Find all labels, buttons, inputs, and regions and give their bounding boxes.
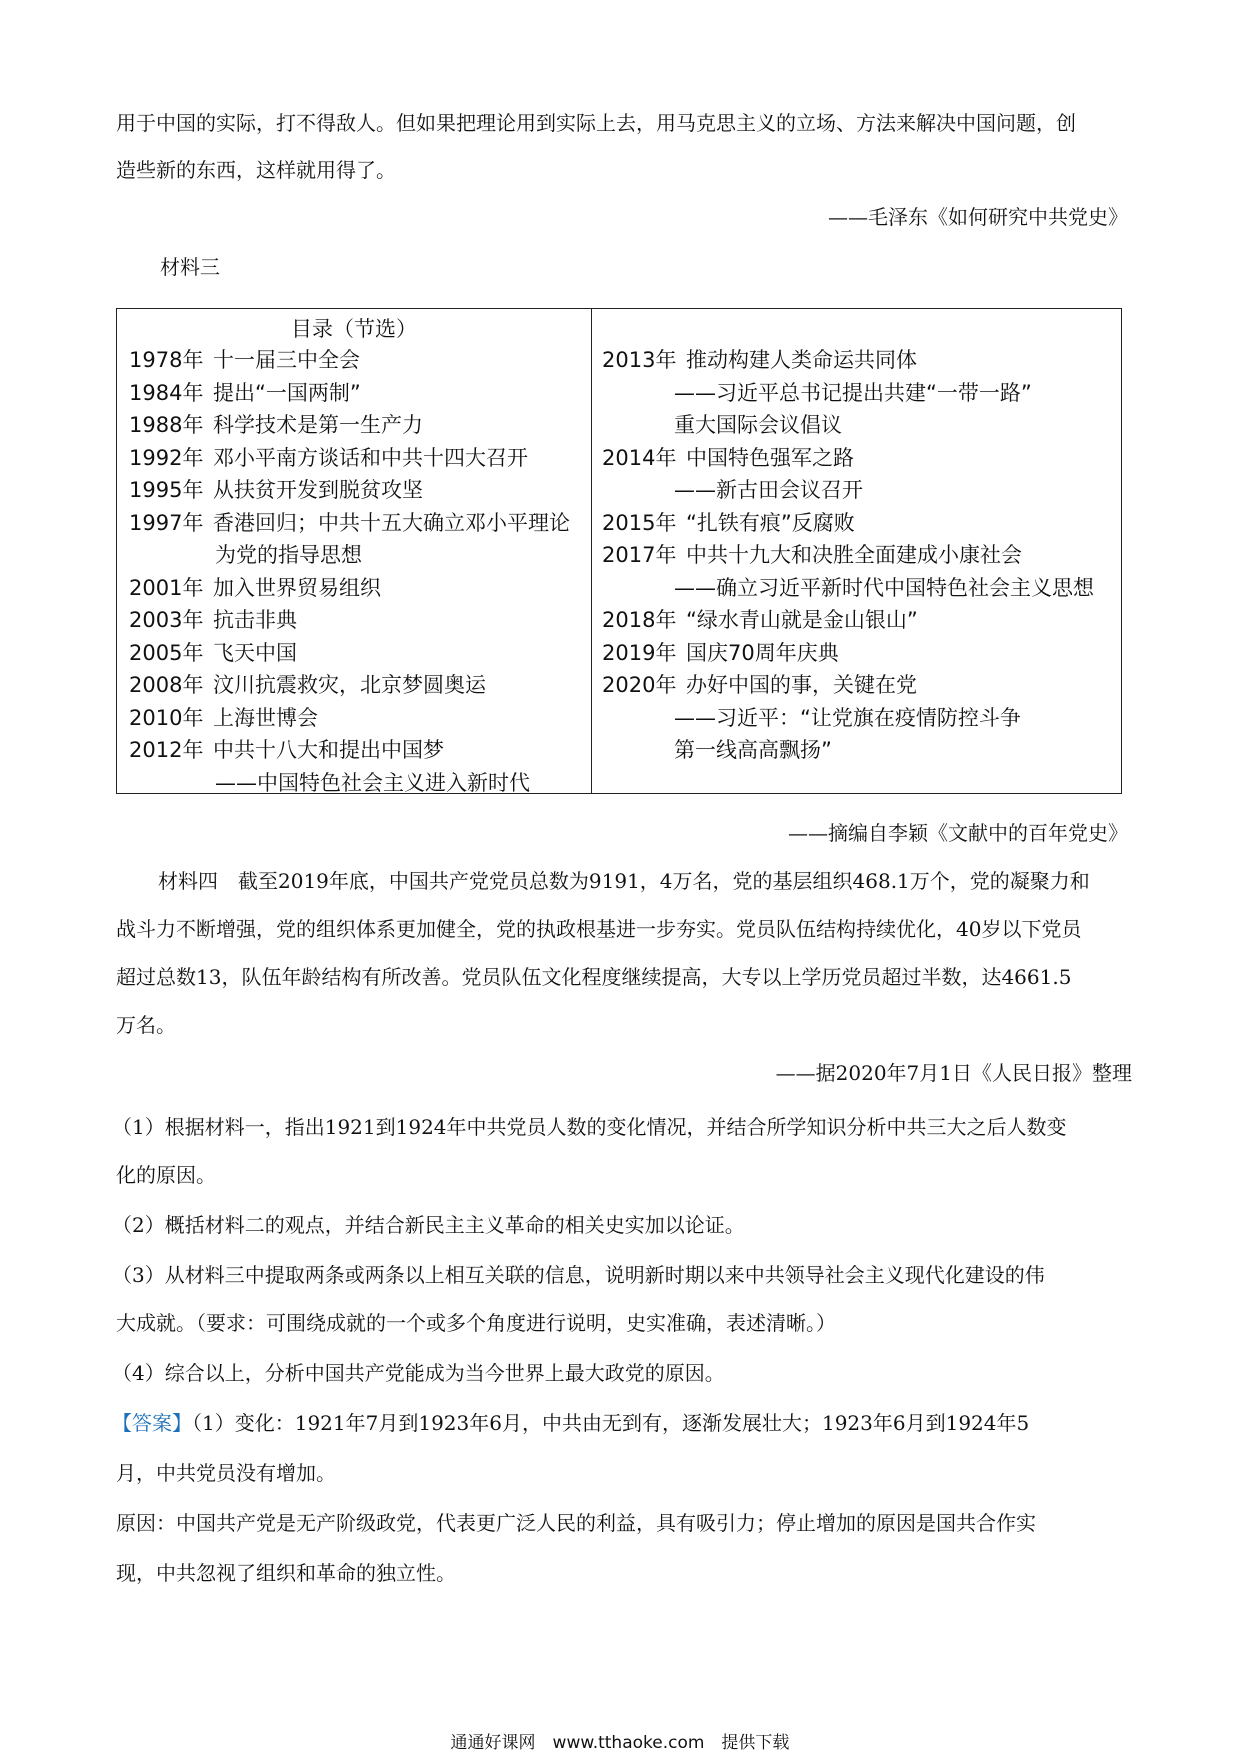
toc-left-entry (129, 670, 486, 700)
toc-entry-text: 上海世博会 (213, 705, 318, 730)
answer-text-1: （1）变化：1921年7月到1923年6月，中共由无到有，逐渐发展壮大；1923年6月到1924年5 (192, 1411, 1030, 1435)
toc-right-entry (602, 345, 917, 375)
toc-left-continuation: ——中国特色社会主义进入新时代 (215, 770, 530, 795)
material4-line-1: 材料四 截至2019年底，中国共产党党员总数为9191，4万名，党的基层组织468.1万个，党的凝聚力和 (158, 869, 1090, 893)
toc-entry-text: 飞天中国 (213, 640, 297, 665)
toc-year: 2001年 (129, 575, 204, 600)
toc-entry-text: 科学技术是第一生产力 (213, 413, 423, 437)
material3-source: ——摘编自李颖《文献中的百年党史》 (788, 821, 1128, 845)
toc-entry-text: 中国特色强军之路 (686, 445, 854, 470)
toc-entry-text: “扎铁有痕”反腐败 (686, 510, 855, 535)
toc-year: 1992年 (129, 445, 204, 470)
question-4: （4）综合以上，分析中国共产党能成为当今世界上最大政党的原因。 (112, 1361, 725, 1385)
toc-right-entry (602, 605, 918, 635)
toc-entry-text: 抗击非典 (213, 608, 297, 632)
toc-entry-text: 推动构建人类命运共同体 (686, 348, 917, 372)
toc-right-entry (602, 443, 854, 473)
toc-entry-text: 香港回归；中共十五大确立邓小平理论 (213, 510, 570, 535)
toc-year: 2020年 (602, 673, 677, 697)
toc-right-entry (602, 508, 855, 538)
page-footer: 通通好课网 www.tthaoke.com 提供下载 (450, 1733, 790, 1753)
toc-left-entry (129, 378, 361, 408)
toc-year: 2010年 (129, 705, 204, 730)
answer-line-1 (112, 1408, 1128, 1438)
toc-left-entry (129, 508, 570, 538)
question-2: （2）概括材料二的观点，并结合新民主主义革命的相关史实加以论证。 (112, 1213, 745, 1237)
material4-source: ——据2020年7月1日《人民日报》整理 (775, 1061, 1132, 1085)
material4-line-2: 战斗力不断增强，党的组织体系更加健全，党的执政根基进一步夯实。党员队伍结构持续优化，40岁以下党员 (116, 917, 1082, 941)
material2-line-2: 造些新的东西，这样就用得了。 (116, 158, 396, 182)
toc-right-continuation: 重大国际会议倡议 (674, 413, 842, 437)
answer-line-4: 现，中共忽视了组织和革命的独立性。 (116, 1561, 456, 1585)
toc-right-continuation: ——习近平：“让党旗在疫情防控斗争 (674, 705, 1021, 730)
toc-left-entry (129, 638, 297, 668)
toc-entry-text: 提出“一国两制” (213, 380, 361, 405)
toc-entry-text: 中共十九大和决胜全面建成小康社会 (686, 543, 1022, 567)
material3-label: 材料三 (160, 255, 220, 279)
material2-source: ——毛泽东《如何研究中共党史》 (828, 205, 1128, 229)
toc-year: 2012年 (129, 738, 204, 762)
toc-left-entry (129, 573, 381, 603)
toc-entry-text: 从扶贫开发到脱贫攻坚 (213, 478, 423, 502)
toc-entry-text: “绿水青山就是金山银山” (686, 608, 918, 632)
toc-year: 2017年 (602, 543, 677, 567)
toc-year: 2018年 (602, 608, 677, 632)
toc-year: 1984年 (129, 380, 204, 405)
toc-entry-text: 汶川抗震救灾，北京梦圆奥运 (213, 673, 486, 697)
toc-title: 目录（节选） (291, 317, 417, 341)
toc-entry-text: 中共十八大和提出中国梦 (213, 738, 444, 762)
toc-left-entry (129, 735, 444, 765)
toc-year: 2005年 (129, 640, 204, 665)
toc-right-continuation: ——新古田会议召开 (674, 478, 863, 502)
toc-left-entry (129, 410, 423, 440)
toc-right-continuation: ——确立习近平新时代中国特色社会主义思想 (674, 575, 1094, 600)
toc-year: 2014年 (602, 445, 677, 470)
toc-year: 2019年 (602, 640, 677, 665)
material2-line-1: 用于中国的实际，打不得敌人。但如果把理论用到实际上去，用马克思主义的立场、方法来解决中国问题，创 (116, 111, 1076, 135)
toc-left-entry (129, 703, 318, 733)
material4-line-4: 万名。 (116, 1013, 176, 1037)
toc-entry-text: 十一届三中全会 (213, 348, 360, 372)
answer-line-3: 原因：中国共产党是无产阶级政党，代表更广泛人民的利益，具有吸引力；停止增加的原因是国共合作实 (116, 1511, 1036, 1535)
material4-line-3: 超过总数13，队伍年龄结构有所改善。党员队伍文化程度继续提高，大专以上学历党员超过半数，达4661.5 (116, 965, 1072, 989)
toc-left-entry (129, 605, 297, 635)
toc-right-column (592, 309, 1121, 793)
toc-table (116, 308, 1122, 794)
toc-entry-text: 邓小平南方谈话和中共十四大召开 (213, 445, 528, 470)
toc-year: 1997年 (129, 510, 204, 535)
toc-entry-text: 国庆70周年庆典 (686, 640, 839, 665)
toc-left-entry (129, 345, 360, 375)
toc-entry-text: 加入世界贸易组织 (213, 575, 381, 600)
toc-left-entry (129, 443, 528, 473)
answer-line-2: 月，中共党员没有增加。 (116, 1461, 336, 1485)
toc-right-continuation: ——习近平总书记提出共建“一带一路” (674, 380, 1032, 405)
question-3-line-2: 大成就。（要求：可围绕成就的一个或多个角度进行说明，史实准确，表述清晰。） (116, 1311, 836, 1335)
question-3-line-1: （3）从材料三中提取两条或两条以上相互关联的信息，说明新时期以来中共领导社会主义现代化建设的伟 (112, 1263, 1045, 1287)
question-1-line-1: （1）根据材料一，指出1921到1924年中共党员人数的变化情况，并结合所学知识分析中共三大之后人数变 (112, 1115, 1067, 1139)
toc-year: 1978年 (129, 348, 204, 372)
answer-tag: 【答案】 (112, 1411, 192, 1435)
toc-right-continuation: 第一线高高飘扬” (674, 738, 832, 762)
toc-year: 1995年 (129, 478, 204, 502)
toc-year: 1988年 (129, 413, 204, 437)
toc-right-entry (602, 670, 917, 700)
toc-year: 2003年 (129, 608, 204, 632)
question-1-line-2: 化的原因。 (116, 1163, 216, 1187)
toc-left-continuation: 为党的指导思想 (215, 543, 362, 567)
toc-entry-text: 办好中国的事，关键在党 (686, 673, 917, 697)
toc-year: 2013年 (602, 348, 677, 372)
toc-left-column (117, 309, 592, 793)
toc-right-entry (602, 540, 1022, 570)
toc-year: 2008年 (129, 673, 204, 697)
toc-right-entry (602, 638, 839, 668)
toc-left-entry (129, 475, 423, 505)
toc-year: 2015年 (602, 510, 677, 535)
